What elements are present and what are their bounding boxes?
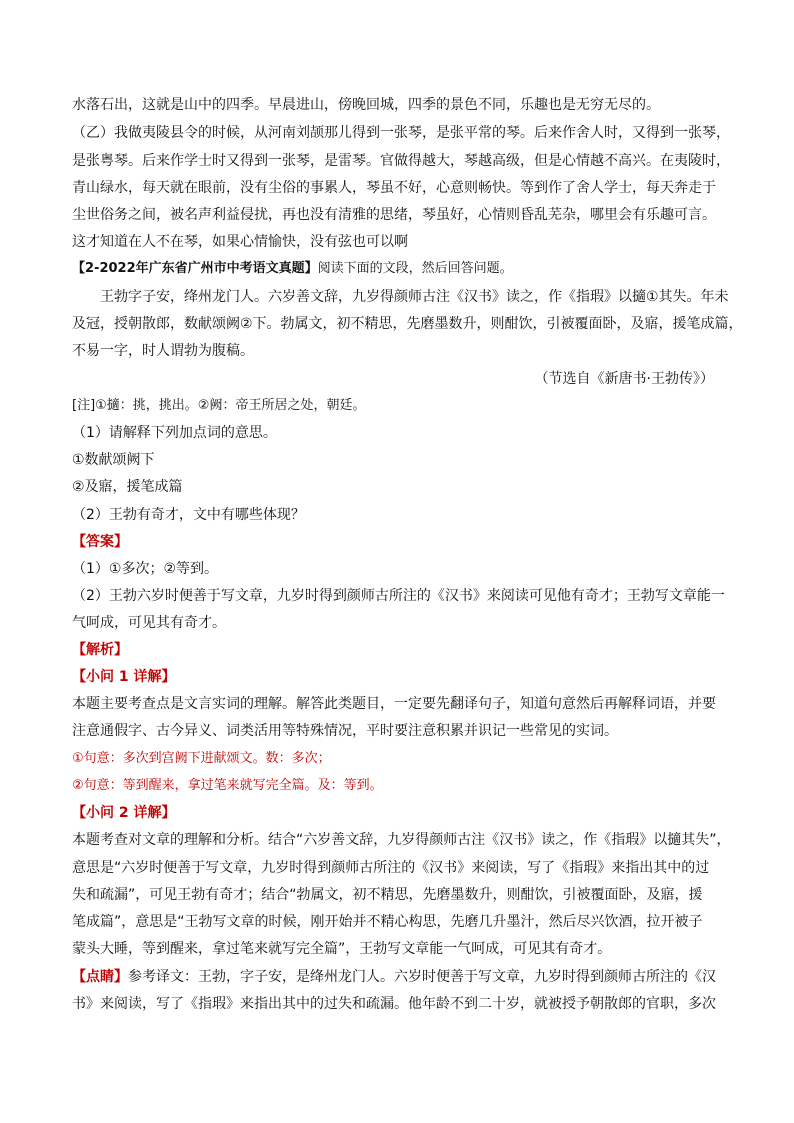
- pointer-tag: 【点睛】: [72, 969, 128, 985]
- analysis-line: 注意通假字、古今异义、词类活用等特殊情况，平时要注意积累并识记一些常见的实词。: [72, 723, 618, 739]
- text-line: 是张粤琴。后来作学士时又得到一张琴，是雷琴。官做得越大，琴越高级，但是心情越不高兴。在夷陵时，: [72, 153, 730, 169]
- question-header: [72, 259, 513, 279]
- analysis-line: 蒙头大睡，等到醒来，拿过笔来就写完全篇”，王勃写文章能一气呵成，可见其有奇才。: [72, 941, 612, 957]
- question-source-tag: 【2-2022年广东省广州市中考语文真题】: [72, 261, 318, 276]
- analysis-line: 失和疏漏”，可见王勃有奇才；结合“勃属文，初不精思，先磨墨数升，则酣饮，引被覆面卧，及寤，援: [72, 887, 703, 903]
- passage-line: 不易一字，时人谓勃为腹稿。: [72, 343, 254, 359]
- text-line: （乙）我做夷陵县令的时候，从河南刘颉那儿得到一张琴，是张平常的琴。后来作舍人时，又得到一张琴，: [72, 125, 730, 141]
- analysis-tag: 【解析】: [72, 642, 128, 658]
- sub-question-1: （1）请解释下列加点词的意思。: [72, 425, 277, 441]
- analysis-line: 笔成篇”，意思是“王勃写文章的时候，刚开始并不精心构思，先磨几升墨汁，然后尽兴饮酒，拉开被子: [72, 914, 703, 930]
- detail2-tag: 【小问 2 详解】: [72, 805, 176, 821]
- answer-tag: 【答案】: [72, 534, 128, 550]
- pointer-line: 书》来阅读，写了《指瑕》来指出其中的过失和疏漏。他年龄不到二十岁，就被授予朝散郎的官职，多次: [72, 996, 716, 1012]
- text-line: 这才知道在人不在琴，如果心情愉快，没有弦也可以啊: [72, 234, 408, 250]
- note: [注]①擿：挑，挑出。②阙：帝王所居之处，朝廷。: [72, 398, 366, 413]
- analysis-line: 意思是“六岁时便善于写文章，九岁时得到颜师古所注的《汉书》来阅读，写了《指瑕》来指出其中的过: [72, 860, 710, 876]
- sub-question-1b: ②及寤，援笔成篇: [72, 479, 183, 495]
- text-line: 青山绿水，每天就在眼前，没有尘俗的事累人，琴虽不好，心意则畅快。等到作了舍人学士，每天奔走于: [72, 180, 716, 196]
- analysis-line: 本题主要考查点是文言实词的理解。解答此类题目，一定要先翻译句子，知道句意然后再解释词语，并要: [72, 696, 716, 712]
- sub-question-1a: ①数献颂阙下: [72, 452, 155, 468]
- answer-line: （2）王勃六岁时便善于写文章，九岁时得到颜师古所注的《汉书》来阅读可见他有奇才；王勃写文章能一: [72, 588, 725, 604]
- analysis-line: 本题考查对文章的理解和分析。结合“六岁善文辞，九岁得颜师古注《汉书》读之，作《指瑕》以擿其失”，: [72, 832, 731, 848]
- detail1-tag: 【小问 1 详解】: [72, 669, 176, 685]
- pointer-text: 参考译文：王勃，字子安，是绛州龙门人。六岁时便善于写文章，九岁时得到颜师古所注的《汉: [128, 969, 716, 985]
- analysis-line-red: ②句意：等到醒来，拿过笔来就写完全篇。及：等到。: [72, 778, 383, 793]
- passage-line: 及冠，授朝散郎，数献颂阙②下。勃属文，初不精思，先磨墨数升，则酣饮，引被覆面卧，及寤，援笔成篇，: [72, 316, 743, 332]
- pointer-line: [72, 967, 716, 987]
- sub-question-2: （2）王勃有奇才，文中有哪些体现？: [72, 507, 305, 523]
- answer-line: （1）①多次；②等到。: [72, 561, 219, 577]
- passage-line: 王勃字子安，绛州龙门人。六岁善文辞，九岁得颜师古注《汉书》读之，作《指瑕》以擿①其失。年未: [100, 289, 729, 305]
- citation: （节选自《新唐书·王勃传》）: [534, 371, 714, 387]
- text-line: 尘世俗务之间，被名声利益侵扰，再也没有清雅的思绪，琴虽好，心情则昏乱芜杂，哪里会有乐趣可言。: [72, 207, 716, 223]
- text-line: 水落石出，这就是山中的四季。早晨进山，傍晚回城，四季的景色不同，乐趣也是无穷无尽的。: [72, 97, 660, 113]
- question-instruction: 阅读下面的文段，然后回答问题。: [317, 261, 513, 276]
- answer-line: 气呵成，可见其有奇才。: [72, 615, 226, 631]
- analysis-line-red: ①句意：多次到宫阙下进献颂文。数：多次；: [72, 751, 331, 766]
